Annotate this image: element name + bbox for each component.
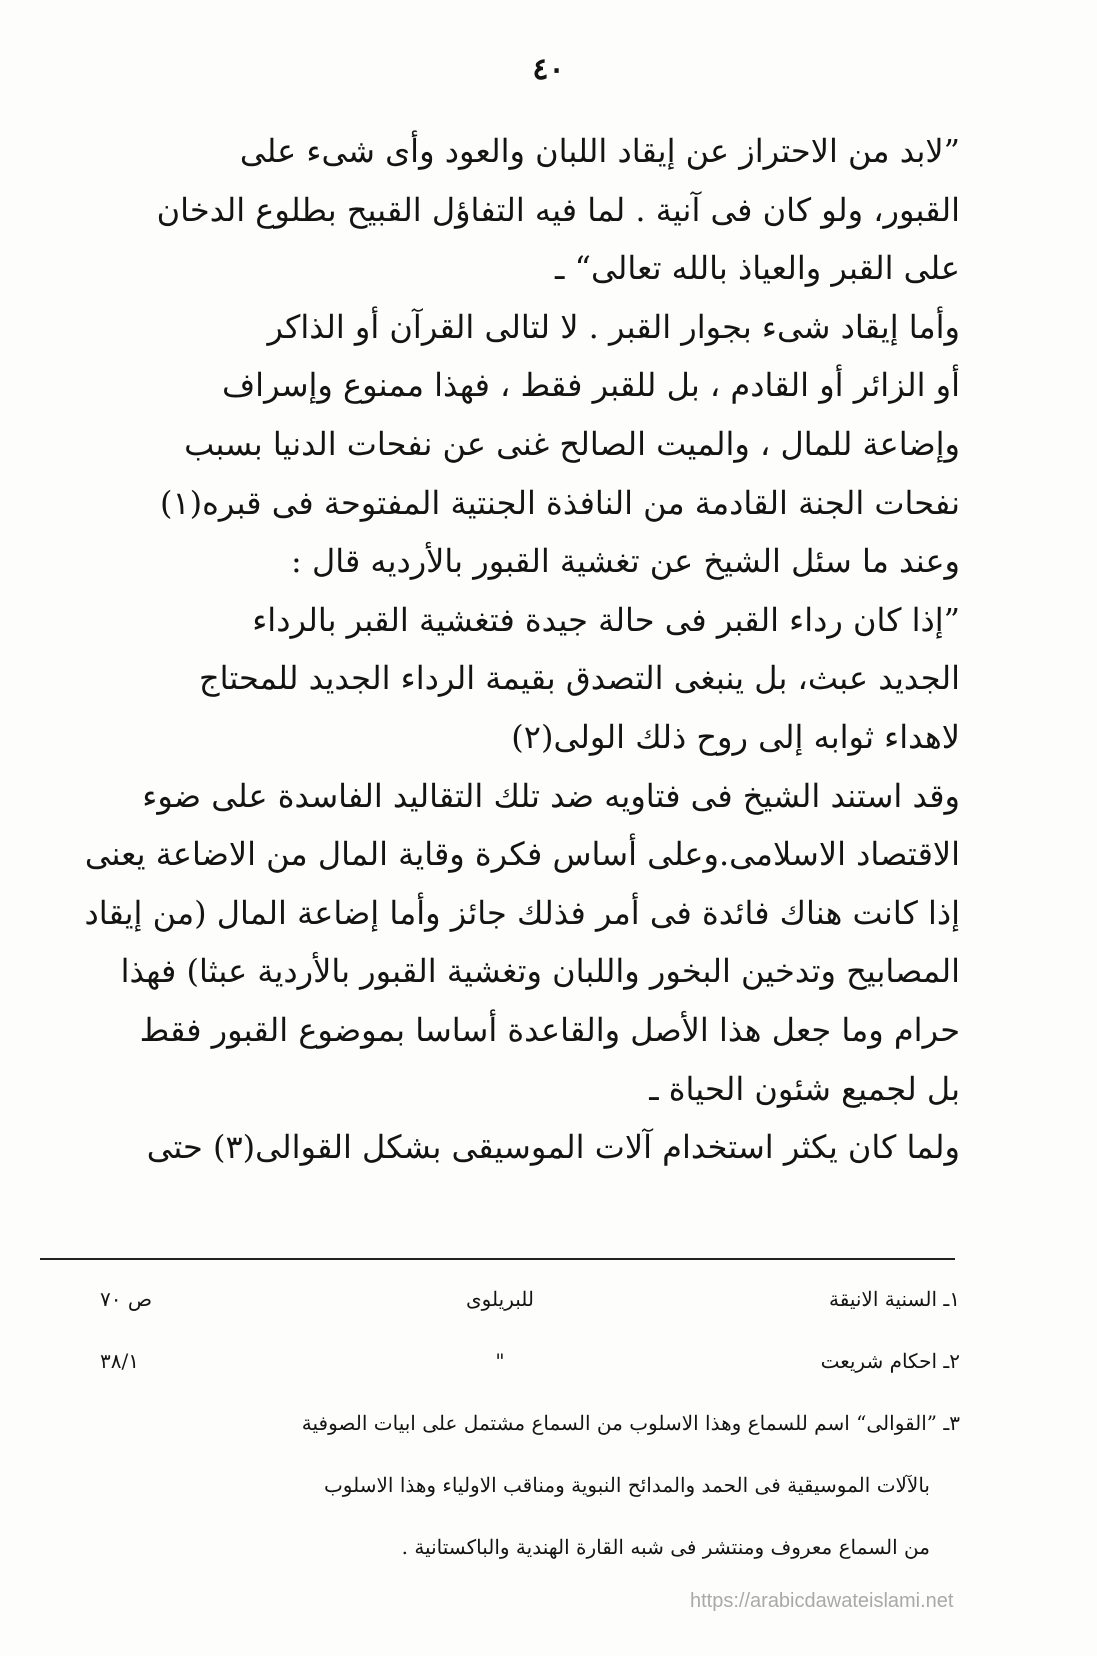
lighting-paragraph	[40, 298, 960, 532]
footnote-3	[40, 1392, 960, 1578]
text-line: وعند ما سئل الشيخ عن تغشية القبور بالأرديه قال :	[290, 542, 960, 581]
footnotes	[40, 1268, 960, 1578]
footnote-page: ص ٧٠	[100, 1287, 153, 1311]
text-line: الجديد عبث، بل ينبغى التصدق بقيمة الرداء الجديد للمحتاج	[198, 659, 960, 698]
footnote-1	[40, 1268, 960, 1330]
question-intro-paragraph	[40, 532, 960, 591]
footnote-page: ٣٨/١	[100, 1349, 139, 1373]
quote-cloth-paragraph	[40, 591, 960, 767]
fatwa-paragraph	[40, 767, 960, 1119]
footnote-divider	[40, 1258, 955, 1260]
footnote-author: للبريلوى	[466, 1287, 534, 1311]
footnote-author: "	[495, 1349, 505, 1373]
footnote-text-line: من السماع معروف ومنتشر فى شبه القارة الهندية والباكستانية .	[401, 1535, 930, 1559]
text-line: الاقتصاد الاسلامى.وعلى أساس فكرة وقاية المال من الاضاعة يعنى	[84, 835, 960, 874]
footnote-title: احكام شريعت	[820, 1349, 938, 1373]
text-line: أو الزائر أو القادم ، بل للقبر فقط ، فهذا ممنوع وإسراف	[222, 366, 960, 405]
text-line: بل لجميع شئون الحياة ـ	[649, 1069, 960, 1108]
footnote-2	[40, 1330, 960, 1392]
text-line: ”إذا كان رداء القبر فى حالة جيدة فتغشية القبر بالرداء	[252, 600, 960, 639]
text-line: ”لابد من الاحتراز عن إيقاد اللبان والعود وأى شىء على	[239, 132, 960, 170]
text-line: المصابيح وتدخين البخور واللبان وتغشية القبور بالأردية عبثا) فهذا	[120, 952, 960, 991]
text-line: إذا كانت هناك فائدة فى أمر فذلك جائز وأما إضاعة المال (من إيقاد	[84, 893, 960, 932]
main-text	[40, 122, 960, 1177]
text-line: القبور، ولو كان فى آنية . لما فيه التفاؤل القبيح بطلوع الدخان	[156, 190, 960, 229]
footnote-title: السنية الانيقة	[828, 1287, 938, 1311]
text-line: وقد استند الشيخ فى فتاويه ضد تلك التقاليد الفاسدة على ضوء	[142, 776, 960, 815]
text-line: وأما إيقاد شىء بجوار القبر . لا لتالى القرآن أو الذاكر	[267, 307, 960, 346]
footnote-marker: ٣ـ	[943, 1411, 960, 1435]
text-line: لاهداء ثوابه إلى روح ذلك الولى(٢)	[511, 717, 960, 756]
text-line: ولما كان يكثر استخدام آلات الموسيقى بشكل القوالى(٣) حتى	[146, 1128, 960, 1167]
footnote-text-line: ”القوالى“ اسم للسماع وهذا الاسلوب من السماع مشتمل على ابيات الصوفية	[301, 1411, 938, 1435]
footnote-text-line: بالآلات الموسيقية فى الحمد والمدائح النبوية ومناقب الاولياء وهذا الاسلوب	[323, 1473, 930, 1497]
page-number: ٤٠	[532, 52, 565, 87]
quote-smoke-paragraph	[40, 122, 960, 298]
footnote-marker: ٢ـ	[943, 1349, 960, 1373]
text-line: نفحات الجنة القادمة من النافذة الجنتية المفتوحة فى قبره(١)	[159, 483, 960, 522]
footnote-marker: ١ـ	[943, 1287, 960, 1311]
music-paragraph	[40, 1118, 960, 1177]
text-line: على القبر والعياذ بالله تعالى“ ـ	[555, 249, 960, 288]
watermark-url: https://arabicdawateislami.net	[690, 1590, 954, 1612]
text-line: حرام وما جعل هذا الأصل والقاعدة أساسا بموضوع القبور فقط	[139, 1010, 960, 1049]
text-line: وإضاعة للمال ، والميت الصالح غنى عن نفحات الدنيا بسبب	[184, 424, 960, 463]
